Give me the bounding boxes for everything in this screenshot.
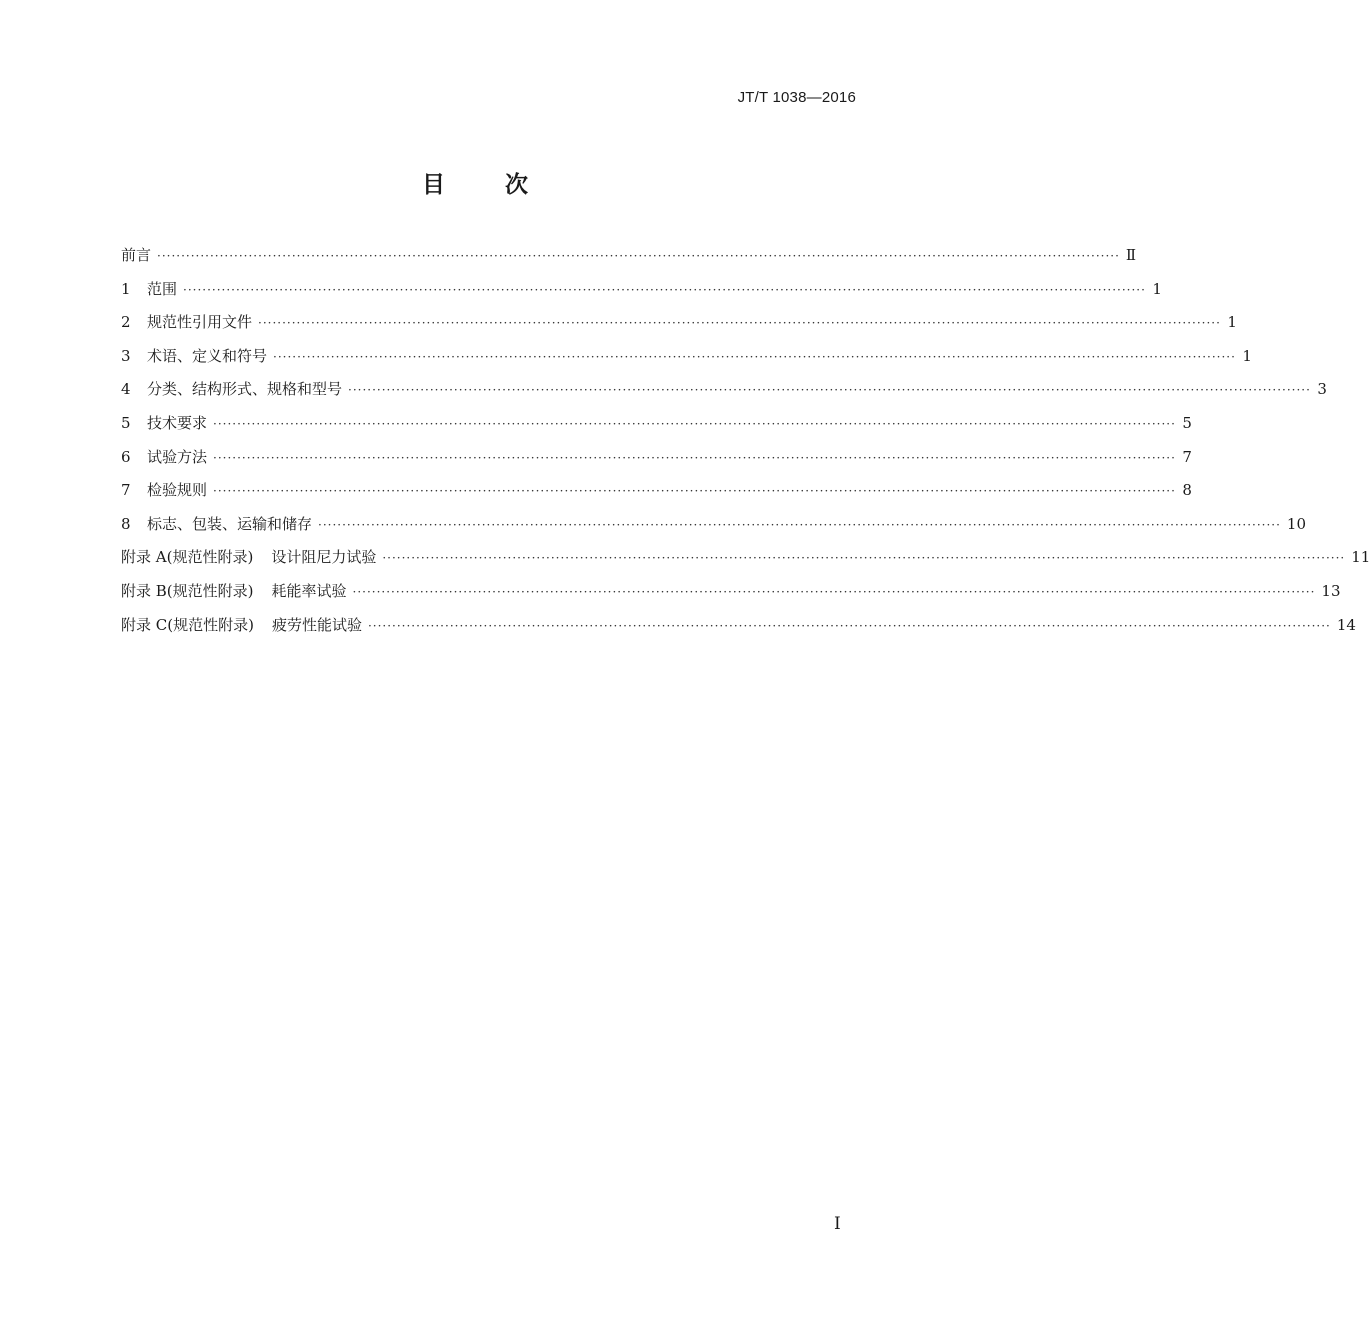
toc-entry-2[interactable]: [121, 311, 1237, 345]
toc-entry-label: [121, 614, 362, 636]
toc-leader-dots: ········································································································································································································: [352, 584, 1316, 599]
appendix-title: 疲劳性能试验: [271, 615, 362, 634]
toc-entry-number: 5: [121, 413, 131, 432]
appendix-label: 附录 B(规范性附录): [121, 581, 254, 600]
toc-entry-page: 1: [1152, 279, 1162, 298]
toc-entry-label: [121, 580, 347, 602]
toc-leader-dots: ········································································································································································································: [367, 618, 1331, 633]
toc-entry-foreword[interactable]: [121, 244, 1137, 278]
toc-entry-7[interactable]: [121, 479, 1192, 513]
toc-entry-label: 范围: [147, 279, 178, 298]
toc-entry-number: 4: [121, 380, 131, 399]
toc-entry-number: 7: [121, 481, 131, 500]
toc-entry-appendix-b[interactable]: [121, 580, 1341, 614]
toc-entry-page: 13: [1321, 581, 1341, 600]
toc-entry-number: 2: [121, 313, 131, 332]
toc-entry-label: 技术要求: [147, 413, 208, 432]
toc-entry-page: 3: [1317, 380, 1327, 399]
toc-entry-3[interactable]: [121, 345, 1252, 379]
toc-entry-number: 1: [121, 279, 131, 298]
toc-entry-page: 1: [1242, 346, 1252, 365]
toc-entry-label: 检验规则: [147, 481, 208, 500]
toc-entry-appendix-a[interactable]: [121, 546, 1370, 580]
toc-entry-label: [121, 546, 376, 568]
toc-entry-label: 标志、包装、运输和储存: [147, 514, 313, 533]
toc-entry-6[interactable]: [121, 446, 1192, 480]
appendix-title: 耗能率试验: [271, 581, 347, 600]
toc-title-left: 目: [422, 172, 445, 198]
toc-leader-dots: ········································································································································································································: [273, 349, 1236, 364]
toc-leader-dots: ········································································································································································································: [213, 450, 1176, 465]
toc-leader-dots: ········································································································································································································: [382, 551, 1346, 566]
page-number: Ⅰ: [834, 1214, 841, 1234]
toc-entry-page: 7: [1182, 447, 1192, 466]
toc-leader-dots: ········································································································································································································: [213, 484, 1176, 499]
toc-entry-page: 11: [1351, 548, 1370, 567]
toc-entry-number: 6: [121, 447, 131, 466]
toc-leader-dots: ········································································································································································································: [157, 249, 1120, 263]
toc-entry-label: 试验方法: [147, 447, 208, 466]
toc-entry-label: 规范性引用文件: [147, 313, 253, 332]
appendix-label: 附录 A(规范性附录): [121, 548, 254, 567]
toc-leader-dots: ········································································································································································································: [318, 517, 1281, 532]
toc-title: [0, 166, 950, 199]
toc-entry-appendix-c[interactable]: [121, 614, 1356, 648]
toc-entry-5[interactable]: [121, 412, 1192, 446]
toc-entry-page: 8: [1182, 481, 1192, 500]
toc-entry-page: 5: [1182, 413, 1192, 432]
toc-leader-dots: ········································································································································································································: [348, 383, 1311, 398]
table-of-contents: [121, 244, 1370, 647]
toc-entry-1[interactable]: [121, 278, 1162, 312]
toc-entry-page: 1: [1227, 313, 1237, 332]
toc-entry-number: 8: [121, 514, 131, 533]
toc-entry-number: 3: [121, 346, 131, 365]
document-code: JT/T 1038—2016: [737, 89, 856, 106]
toc-entry-page: 14: [1336, 615, 1356, 634]
toc-entry-page: Ⅱ: [1125, 246, 1137, 264]
toc-leader-dots: ········································································································································································································: [258, 316, 1221, 331]
toc-entry-page: 10: [1286, 514, 1306, 533]
toc-entry-label: 分类、结构形式、规格和型号: [147, 380, 343, 399]
toc-entry-4[interactable]: [121, 378, 1327, 412]
toc-title-right: 次: [505, 172, 528, 198]
toc-entry-8[interactable]: [121, 513, 1306, 547]
toc-entry-label: 前言: [121, 246, 152, 264]
toc-entry-label: 术语、定义和符号: [147, 346, 268, 365]
appendix-title: 设计阻尼力试验: [271, 548, 377, 567]
appendix-label: 附录 C(规范性附录): [121, 615, 254, 634]
toc-leader-dots: ········································································································································································································: [213, 416, 1176, 431]
toc-leader-dots: ········································································································································································································: [183, 282, 1146, 297]
